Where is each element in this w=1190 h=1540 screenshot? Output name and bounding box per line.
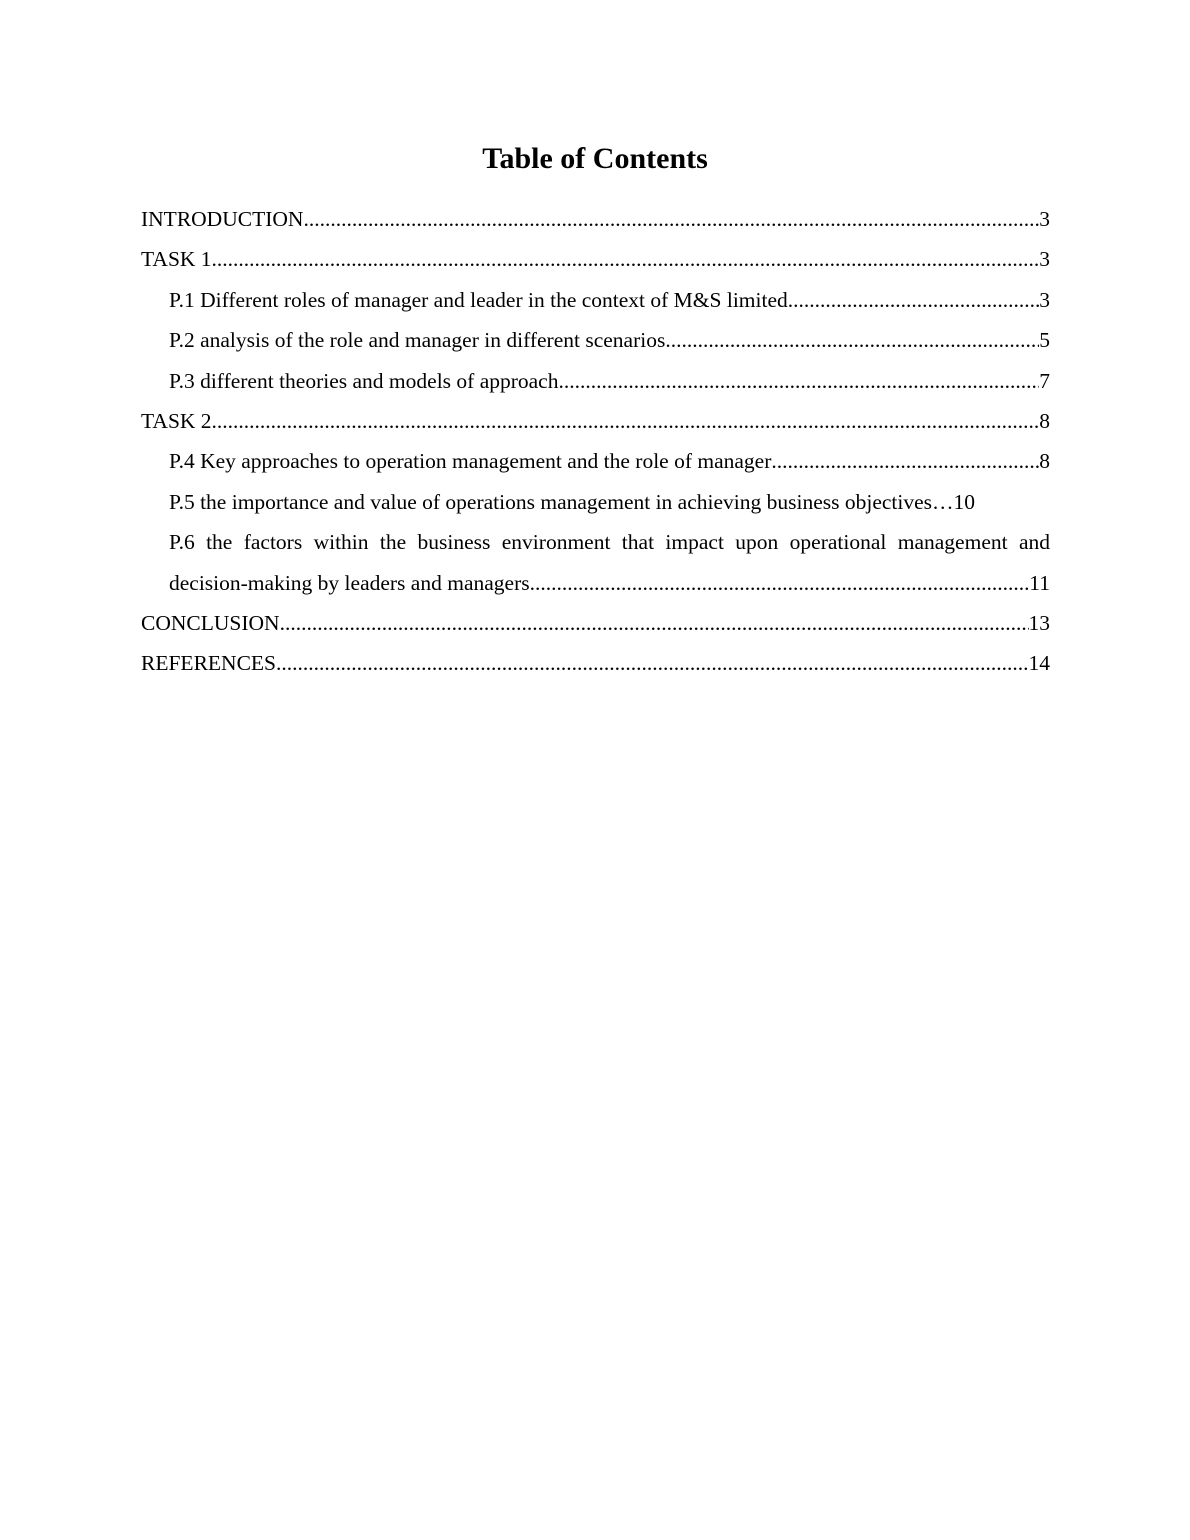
toc-ellipsis-leader: … — [932, 489, 954, 514]
toc-dot-leader — [280, 603, 1029, 643]
toc-page-number: 8 — [1039, 409, 1050, 434]
toc-entry-label: REFERENCES — [141, 651, 276, 676]
toc-dot-leader — [276, 643, 1029, 683]
toc-page-number: 3 — [1039, 287, 1050, 312]
toc-entry-label: P.1 Different roles of manager and leader in the context of M&S limited — [169, 287, 788, 312]
page-title: Table of Contents — [482, 142, 708, 175]
toc-entry-label: P.3 different theories and models of approach — [169, 368, 559, 393]
toc-dot-leader — [303, 199, 1039, 239]
toc-page-number: 11 — [1029, 570, 1050, 595]
toc-entry-references[interactable] — [141, 643, 1050, 683]
toc-entry-p6[interactable] — [141, 522, 1050, 603]
toc-page-number: 10 — [953, 489, 976, 514]
toc-entry-line-2 — [169, 563, 1050, 603]
toc-dot-leader — [212, 401, 1040, 441]
toc-entry-label: TASK 2 — [141, 409, 212, 434]
toc-page-number: 7 — [1039, 368, 1050, 393]
toc-list — [141, 199, 1050, 684]
toc-entry-label: CONCLUSION — [141, 611, 280, 636]
toc-entry-introduction[interactable] — [141, 199, 1050, 239]
toc-dot-leader — [212, 239, 1040, 279]
toc-entry-label: P.2 analysis of the role and manager in different scenarios — [169, 328, 666, 353]
toc-page-number: 3 — [1039, 207, 1050, 231]
toc-dot-leader — [788, 280, 1039, 320]
toc-entry-p1[interactable] — [141, 280, 1050, 320]
toc-entry-label: TASK 1 — [141, 247, 212, 272]
toc-entry-p3[interactable] — [141, 361, 1050, 401]
toc-entry-p5[interactable] — [141, 482, 1050, 522]
toc-entry-label: P.4 Key approaches to operation management and the role of manager — [169, 449, 772, 474]
toc-entry-task-1[interactable] — [141, 239, 1050, 279]
toc-entry-label-line-1: P.6 the factors within the business environment that impact upon operational management and — [169, 530, 1050, 555]
toc-dot-leader — [558, 361, 1039, 401]
toc-entry-conclusion[interactable] — [141, 603, 1050, 643]
toc-entry-label: P.5 the importance and value of operations management in achieving business objectives — [169, 489, 933, 514]
toc-dot-leader — [771, 441, 1039, 481]
toc-page-number: 3 — [1039, 247, 1050, 272]
toc-dot-leader — [665, 320, 1039, 360]
toc-page-number: 13 — [1028, 611, 1050, 636]
toc-entry-task-2[interactable] — [141, 401, 1050, 441]
toc-entry-label-line-2: decision-making by leaders and managers — [169, 570, 530, 595]
toc-page-number: 14 — [1028, 651, 1050, 676]
toc-page-number: 8 — [1039, 449, 1050, 474]
toc-entry-p2[interactable] — [141, 320, 1050, 360]
toc-page-number: 5 — [1039, 328, 1050, 353]
toc-entry-label: INTRODUCTION — [141, 207, 304, 231]
toc-entry-p4[interactable] — [141, 441, 1050, 481]
toc-dot-leader — [530, 563, 1030, 603]
